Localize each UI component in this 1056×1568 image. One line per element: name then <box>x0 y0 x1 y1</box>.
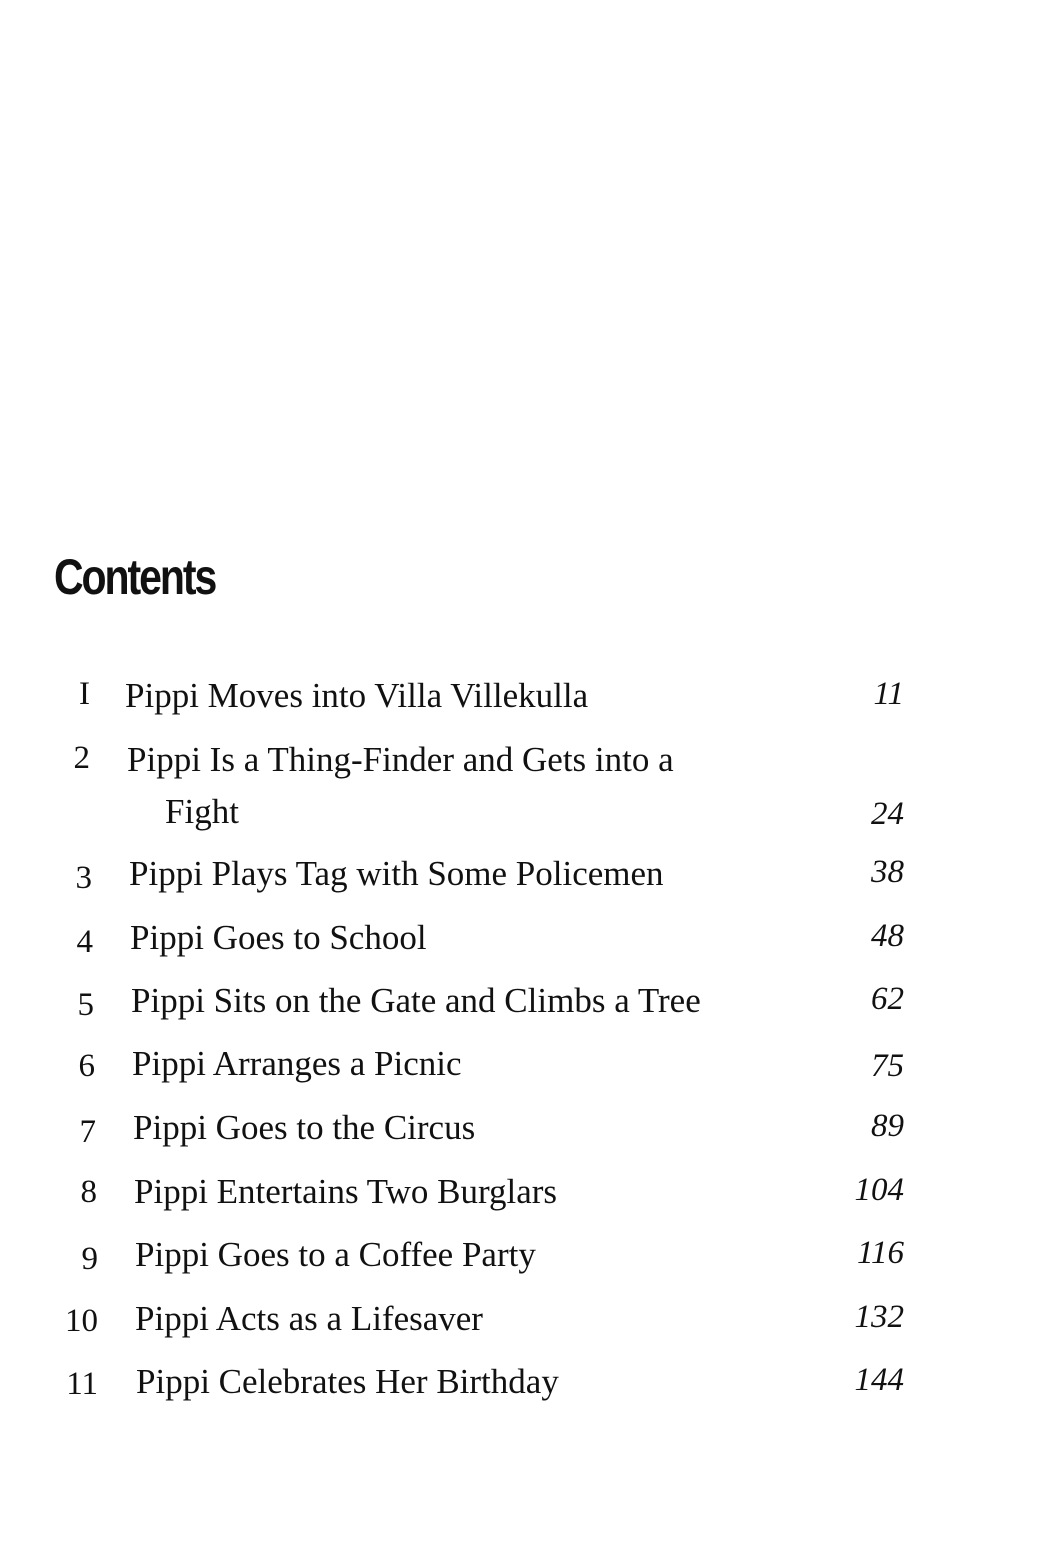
chapter-title: Pippi Is a Thing-Finder and Gets into a <box>127 740 674 779</box>
chapter-page: 75 <box>871 1048 904 1084</box>
chapter-title: Pippi Plays Tag with Some Policemen <box>129 854 664 893</box>
chapter-page: 116 <box>856 1235 904 1271</box>
chapter-title-continuation: Fight <box>165 792 239 831</box>
chapter-title: Pippi Goes to a Coffee Party <box>135 1235 536 1274</box>
chapter-page: 11 <box>873 676 904 712</box>
chapter-title: Pippi Goes to School <box>130 918 427 957</box>
chapter-title: Pippi Arranges a Picnic <box>132 1044 462 1083</box>
chapter-page: 24 <box>871 796 904 832</box>
chapter-title: Pippi Moves into Villa Villekulla <box>125 676 589 715</box>
chapter-number: 6 <box>78 1048 95 1084</box>
chapter-title: Pippi Sits on the Gate and Climbs a Tree <box>131 981 701 1020</box>
chapter-number: 7 <box>79 1114 96 1150</box>
chapter-title: Pippi Celebrates Her Birthday <box>136 1362 559 1401</box>
chapter-number: 3 <box>75 860 92 896</box>
chapter-page: 104 <box>854 1172 904 1208</box>
chapter-number: 2 <box>73 740 90 776</box>
chapter-number: 10 <box>65 1303 98 1339</box>
chapter-number: 8 <box>80 1174 97 1210</box>
chapter-title: Pippi Acts as a Lifesaver <box>135 1299 483 1338</box>
chapter-page: 48 <box>871 918 904 954</box>
contents-heading: Contents <box>54 549 216 605</box>
chapter-number: I <box>79 676 90 712</box>
chapter-title: Pippi Goes to the Circus <box>133 1108 476 1147</box>
chapter-number: 9 <box>81 1241 98 1277</box>
chapter-page: 38 <box>871 854 904 890</box>
chapter-page: 144 <box>854 1362 904 1398</box>
chapter-number: 5 <box>77 987 94 1023</box>
chapter-number: 4 <box>76 924 93 960</box>
chapter-title: Pippi Entertains Two Burglars <box>134 1172 558 1211</box>
chapter-number: 11 <box>66 1366 98 1402</box>
chapter-page: 132 <box>854 1299 904 1335</box>
chapter-page: 89 <box>871 1108 904 1144</box>
chapter-page: 62 <box>871 981 904 1017</box>
